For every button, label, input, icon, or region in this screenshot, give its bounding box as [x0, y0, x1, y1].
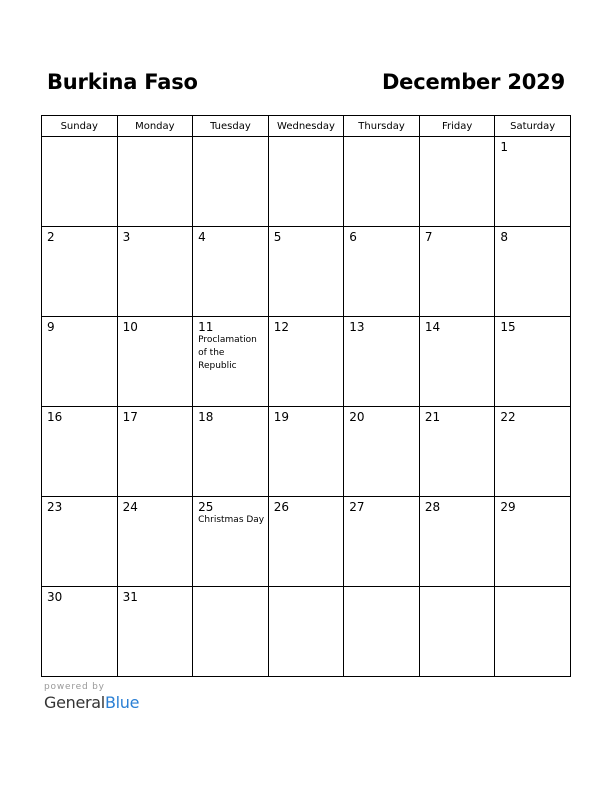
brand-blue-text: Blue: [104, 693, 140, 712]
day-cell-content: [42, 407, 117, 496]
day-cell-content: [420, 497, 495, 586]
day-cell[interactable]: [117, 227, 193, 317]
day-cell-content: [420, 227, 495, 316]
day-number: 23: [47, 500, 63, 514]
day-cell-content: [495, 137, 570, 226]
day-number: 18: [198, 410, 214, 424]
day-cell[interactable]: [344, 497, 420, 587]
empty-day-cell: [193, 587, 269, 677]
day-cell[interactable]: [42, 587, 118, 677]
country-title: Burkina Faso: [47, 70, 198, 94]
day-cell-content: [269, 227, 344, 316]
day-cell[interactable]: [419, 317, 495, 407]
empty-day-cell: [419, 137, 495, 227]
day-cell-content: [42, 587, 117, 676]
day-number: 25: [198, 500, 214, 514]
day-number: 24: [122, 500, 138, 514]
day-cell-content: [118, 227, 193, 316]
weekday-wednesday: Wednesday: [268, 116, 344, 137]
empty-day-cell: [268, 587, 344, 677]
day-cell-content: [269, 317, 344, 406]
weekday-monday: Monday: [117, 116, 193, 137]
month-title: December 2029: [381, 70, 565, 94]
day-cell[interactable]: [42, 227, 118, 317]
day-cell-content: [42, 497, 117, 586]
day-cell[interactable]: [344, 317, 420, 407]
day-cell[interactable]: [117, 407, 193, 497]
day-cell[interactable]: [495, 137, 571, 227]
day-cell[interactable]: [495, 227, 571, 317]
day-cell[interactable]: [419, 227, 495, 317]
day-cell-content: [118, 497, 193, 586]
day-cell-content: [495, 317, 570, 406]
day-cell-content: [193, 587, 268, 676]
day-number: 19: [273, 410, 289, 424]
empty-day-cell: [495, 587, 571, 677]
weekday-saturday: Saturday: [495, 116, 571, 137]
day-cell-content: [118, 587, 193, 676]
day-number: 10: [122, 320, 138, 334]
day-number: 5: [273, 230, 282, 244]
day-cell-content: [269, 137, 344, 226]
day-number: 16: [47, 410, 63, 424]
day-cell-content: [42, 227, 117, 316]
week-row: [42, 317, 571, 407]
day-cell-content: [193, 317, 268, 406]
day-cell[interactable]: [42, 317, 118, 407]
empty-day-cell: [344, 587, 420, 677]
day-number: 31: [122, 590, 138, 604]
day-cell-content: [495, 587, 570, 676]
day-cell-content: [118, 137, 193, 226]
day-number: 29: [500, 500, 516, 514]
day-number: 28: [424, 500, 441, 514]
day-cell-content: [495, 407, 570, 496]
day-cell[interactable]: [193, 227, 269, 317]
day-cell[interactable]: [495, 407, 571, 497]
day-number: 27: [349, 500, 365, 514]
day-number: 4: [198, 230, 206, 244]
day-cell[interactable]: [193, 407, 269, 497]
day-number: 8: [500, 230, 509, 244]
day-number: 13: [349, 320, 365, 334]
day-cell-content: [344, 407, 419, 496]
day-cell-content: [420, 587, 495, 676]
empty-day-cell: [268, 137, 344, 227]
day-cell-content: [344, 227, 419, 316]
day-cell[interactable]: [117, 587, 193, 677]
day-cell-content: [269, 407, 344, 496]
day-cell[interactable]: [344, 407, 420, 497]
week-row: [42, 587, 571, 677]
day-number: 26: [273, 500, 289, 514]
week-row: [42, 407, 571, 497]
day-cell[interactable]: [268, 227, 344, 317]
day-cell[interactable]: [117, 497, 193, 587]
day-number: 1: [500, 140, 509, 154]
day-cell[interactable]: [419, 407, 495, 497]
day-number: 15: [500, 320, 516, 334]
day-number: 9: [47, 320, 55, 334]
day-cell[interactable]: [268, 317, 344, 407]
day-cell-content: [344, 587, 419, 676]
day-number: 21: [424, 410, 441, 424]
day-cell-content: [193, 497, 268, 586]
day-cell-content: [118, 407, 193, 496]
day-cell-content: [193, 137, 268, 226]
brand-general-text: General: [44, 693, 105, 712]
day-cell-content: [420, 317, 495, 406]
holiday-label: Christmas Day: [198, 515, 265, 525]
week-row: [42, 227, 571, 317]
day-number: 17: [122, 410, 138, 424]
day-cell[interactable]: [117, 317, 193, 407]
day-cell[interactable]: [495, 317, 571, 407]
calendar-header: [47, 70, 565, 100]
empty-day-cell: [193, 137, 269, 227]
day-cell-content: [269, 587, 344, 676]
weekday-friday: Friday: [419, 116, 495, 137]
day-cell-content: [118, 317, 193, 406]
day-number: 11: [198, 320, 214, 334]
day-cell-content: [42, 317, 117, 406]
day-cell[interactable]: [193, 497, 269, 587]
day-cell-content: [420, 407, 495, 496]
weekday-sunday: Sunday: [42, 116, 118, 137]
holiday-label: Proclamation of the Republic: [198, 335, 257, 371]
week-row: [42, 497, 571, 587]
day-cell[interactable]: [193, 317, 269, 407]
day-cell-content: [193, 407, 268, 496]
day-cell[interactable]: [42, 407, 118, 497]
calendar-grid: [41, 115, 571, 677]
day-cell-content: [193, 227, 268, 316]
day-number: 3: [122, 230, 131, 244]
weekday-header-row: [42, 116, 571, 137]
empty-day-cell: [42, 137, 118, 227]
day-cell-content: [344, 497, 419, 586]
day-cell-content: [42, 137, 117, 226]
day-cell-content: [344, 317, 419, 406]
day-cell[interactable]: [495, 497, 571, 587]
day-number: 7: [424, 230, 433, 244]
powered-by-text: powered by: [44, 682, 105, 692]
week-row: [42, 137, 571, 227]
day-number: 20: [349, 410, 365, 424]
empty-day-cell: [344, 137, 420, 227]
day-cell[interactable]: [268, 497, 344, 587]
day-cell-content: [495, 497, 570, 586]
day-cell[interactable]: [42, 497, 118, 587]
footer: [44, 682, 139, 712]
day-cell[interactable]: [268, 407, 344, 497]
brand-logo[interactable]: [44, 693, 139, 712]
day-number: 2: [47, 230, 55, 244]
day-cell-content: [344, 137, 419, 226]
day-number: 14: [424, 320, 441, 334]
day-cell-content: [269, 497, 344, 586]
day-number: 6: [349, 230, 357, 244]
day-cell-content: [420, 137, 495, 226]
day-number: 12: [273, 320, 289, 334]
day-number: 30: [47, 590, 63, 604]
weekday-thursday: Thursday: [344, 116, 420, 137]
day-number: 22: [500, 410, 516, 424]
weekday-tuesday: Tuesday: [193, 116, 269, 137]
day-cell[interactable]: [344, 227, 420, 317]
empty-day-cell: [117, 137, 193, 227]
day-cell-content: [495, 227, 570, 316]
day-cell[interactable]: [419, 497, 495, 587]
empty-day-cell: [419, 587, 495, 677]
